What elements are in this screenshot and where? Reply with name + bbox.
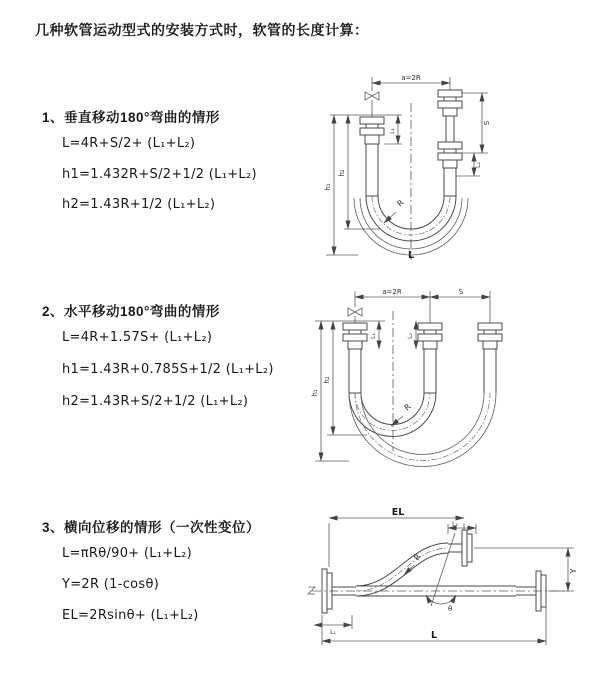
dim-label-s: S — [458, 288, 464, 296]
middle-pipe-fitting — [418, 323, 442, 393]
dim-label-h2: h₂ — [338, 169, 346, 177]
dim-label-l1: L₁ — [389, 128, 396, 134]
u-bend-curves-position1 — [349, 393, 436, 436]
dim-label-h1: h₁ — [324, 183, 332, 191]
right-pipe-fitting — [478, 323, 502, 393]
braided-hose-left — [366, 144, 378, 196]
section-1-formula-h2: h2=1.43R+1/2 (L₁+L₂) — [62, 197, 216, 212]
radius-label: R — [402, 402, 413, 413]
left-pipe-fitting — [360, 117, 384, 196]
dim-label-y: Y — [569, 568, 578, 574]
dim-label-l: L — [430, 630, 438, 641]
radius-line — [431, 533, 455, 606]
diagram-horizontal-180-bend — [305, 283, 565, 468]
section-2-formula-h2: h2=1.43R+S/2+1/2 (L₁+L₂) — [62, 394, 249, 409]
diagram-vertical-180-bend — [310, 65, 560, 260]
right-pipe-upper — [438, 90, 462, 142]
dim-label-l2: L₂ — [407, 333, 414, 339]
centerline-break-mark — [308, 587, 315, 594]
hose-displaced-position — [356, 543, 448, 596]
section-2-formula-L: L=4R+1.57S+ (L₁+L₂) — [62, 330, 213, 345]
section-3-formula-EL: EL=2Rsinθ+ (L₁+L₂) — [62, 608, 199, 623]
valve-icon — [365, 92, 379, 117]
dim-label-s: S — [483, 120, 491, 126]
section-1-heading: 1、垂直移动180°弯曲的情形 — [42, 110, 220, 125]
angle-label: θ — [448, 605, 453, 613]
braided-hose-right — [444, 168, 456, 196]
section-2-heading: 2、水平移动180°弯曲的情形 — [42, 304, 220, 319]
dim-label-h2: h₂ — [323, 376, 331, 384]
right-pipe-lower — [438, 142, 462, 196]
dim-label-a-2r: a=2R — [382, 288, 402, 296]
braided-hose-middle — [424, 349, 436, 393]
section-3-heading: 3、横向位移的情形（一次性变位） — [42, 520, 261, 535]
radius-label: R — [395, 198, 406, 209]
left-pipe-fitting — [343, 323, 367, 393]
dim-label-a-2r: a=2R — [401, 74, 421, 82]
dim-label-el: EL — [391, 507, 405, 518]
diagram-lateral-displacement — [298, 503, 598, 653]
section-1-formula-h1: h1=1.432R+S/2+1/2 (L₁+L₂) — [62, 167, 257, 182]
length-label: L — [407, 250, 415, 260]
dim-label-l1: L₁ — [330, 629, 336, 636]
section-3-formula-L: L=πRθ/90+ (L₁+L₂) — [62, 546, 192, 561]
braided-hose-left — [349, 349, 361, 393]
upper-flange — [448, 530, 472, 566]
dim-label-h1: h₁ — [311, 389, 319, 397]
section-3-formula-Y: Y=2R (1-cosθ) — [62, 577, 160, 592]
page-title: 几种软管运动型式的安装方式时，软管的长度计算： — [35, 22, 369, 38]
section-2-formula-h1: h1=1.43R+0.785S+1/2 (L₁+L₂) — [62, 362, 274, 377]
dim-label-l1: L₁ — [370, 333, 377, 339]
dim-label-l2: L₂ — [475, 162, 482, 168]
dim-label-l2: L₂ — [452, 521, 458, 528]
section-1-formula-L: L=4R+S/2+ (L₁+L₂) — [62, 136, 196, 151]
radius-label: R — [412, 552, 423, 563]
